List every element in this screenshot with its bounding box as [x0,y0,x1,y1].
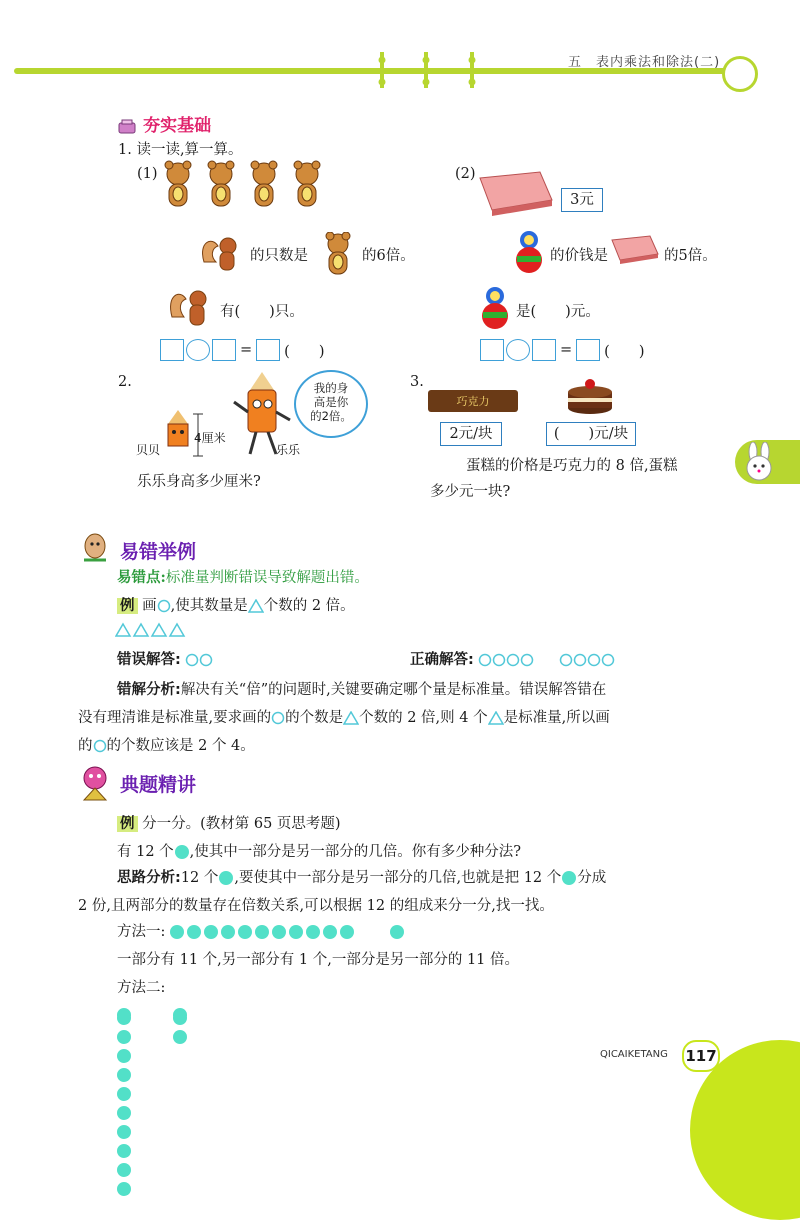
bunny-icon [739,442,779,482]
section-title: 夯实基础 [143,116,212,136]
q2-num: 2. [118,374,132,390]
q1-part1-num: (1) [137,166,158,182]
analysis-text: ,要使其中一部分是另一部分的几倍,也就是把 12 个 [234,870,562,886]
q1p2-text-b: 的5倍。 [664,248,717,264]
name-lele: 乐乐 [276,443,301,457]
q1p2-answer-line: 是( )元。 [516,304,600,320]
example-question [117,840,521,861]
q1-part2-num: (2) [455,166,476,182]
unit-blank: ( ) [284,343,325,360]
analysis-text: 12 个 [180,870,219,886]
bears-icon [158,160,338,220]
idea-analysis-line2: 2 份,且两部分的数量存在倍数关系,可以根据 12 的组成来分一分,找一找。 [78,898,554,914]
chocolate-label: 巧克力 [456,395,490,408]
blank-square[interactable] [160,339,184,361]
q1p1-equation [160,339,324,361]
example-text: 分一分。(教材第 65 页思考题) [142,816,341,832]
speech-bubble [294,370,368,438]
error-point [117,566,369,587]
example-label: 例 [117,816,138,832]
question-1-label: 1. 读一读,算一算。 [118,142,243,158]
dot-group-2 [173,1008,187,1022]
analysis-line2 [78,706,728,727]
side-tab [735,440,800,484]
analysis-text: 分成 [577,870,607,886]
analysis-line3 [78,734,255,755]
right-answer-label: 正确解答: [410,652,474,668]
triangle-icon [343,711,359,725]
page-number: 117 [682,1040,720,1072]
error-point-label: 易错点: [117,569,166,586]
example-text: ,使其数量是 [170,598,248,614]
method-2-dots [117,1004,190,1023]
cake-price: ( )元/块 [546,422,636,446]
example-text: 个数的 2 倍。 [263,598,355,614]
blank-circle[interactable] [506,339,530,361]
analysis-label: 错解分析: [117,682,181,698]
method-label: 方法一: [117,924,166,940]
analysis-text: 是标准量,所以画 [503,710,610,726]
name-beibei: 贝贝 [136,443,161,457]
question-text: 有 12 个 [117,844,174,860]
example-row [117,812,341,833]
blank-square[interactable] [212,339,236,361]
blank-circle[interactable] [186,339,210,361]
blank-square[interactable] [532,339,556,361]
book-price: 3元 [561,188,603,212]
blank-square[interactable] [256,339,280,361]
bubble-text: 我的身高是你的2倍。 [310,381,352,423]
triangle-icon [248,599,264,613]
cake-icon [564,376,616,416]
header-pin [422,52,430,88]
error-point-text: 标准量判断错误导致解题出错。 [165,570,369,586]
book-icon [610,234,660,266]
right-answer [410,648,625,669]
blank-square[interactable] [576,339,600,361]
tumbler-toy-icon [480,284,510,330]
circles-icon [478,653,544,667]
example-text: 画 [142,598,157,614]
circle-icon [93,739,107,753]
footer-brand: QICAIKETANG [600,1049,668,1060]
method-1-desc: 一部分有 11 个,另一部分有 1 个,一部分是另一部分的 11 倍。 [117,952,519,968]
header-pin [468,52,476,88]
q1p2-equation [480,339,644,361]
circle-icon [157,599,171,613]
section-title: 易错举例 [120,541,197,563]
dot-group-10 [117,1008,131,1022]
circles-icon [559,653,625,667]
idea-analysis-line1 [117,866,606,887]
chocolate-bar-icon [428,390,518,412]
mascot-icon [78,530,112,564]
tumbler-toy-icon [514,228,544,274]
pencil-box-icon [118,119,138,135]
method-1 [117,920,407,941]
squirrel-icon [166,285,216,331]
q3-num: 3. [410,374,424,390]
squirrel-icon [198,232,246,276]
q2-question: 乐乐身高多少厘米? [137,474,261,490]
analysis-text: 个数的 2 倍,则 4 个 [359,710,488,726]
circles-icon [185,653,221,667]
dot-icon [218,870,234,886]
unit-blank: ( ) [604,343,645,360]
q1p1-answer-line: 有( )只。 [220,304,304,320]
pencil-character-icon [160,410,196,456]
section-title: 典题精讲 [120,774,197,796]
example-label: 例 [117,598,138,614]
blank-square[interactable] [480,339,504,361]
equals-sign: = [560,342,573,358]
triangles-icon [115,622,187,638]
q1p2-text-a: 的价钱是 [550,248,608,264]
circle-icon [271,711,285,725]
section-basic [118,111,211,136]
height-label: 4厘米 [194,431,226,445]
header-pin [378,52,386,88]
mascot-icon [78,764,112,802]
chocolate-price: 2元/块 [440,422,502,446]
dot-icon [174,844,190,860]
wrong-answer-label: 错误解答: [117,652,181,668]
bear-icon [318,232,358,276]
dot-group-11 [170,924,357,940]
analysis-line1 [117,678,727,699]
question-text: ,使其中一部分是另一部分的几倍。你有多少种分法? [189,844,522,860]
triangle-icon [488,711,504,725]
q3-question-line1: 蛋糕的价格是巧克力的 8 倍,蛋糕 [466,458,678,474]
book-icon [478,170,554,216]
header-badge [722,56,758,92]
q1p1-text-a: 的只数是 [250,248,308,264]
analysis-text: 没有理清谁是标准量,要求画的 [78,710,272,726]
example-row [117,594,355,615]
analysis-text: 的 [78,738,93,754]
q1p1-text-b: 的6倍。 [362,248,415,264]
dot-group-1 [390,924,407,940]
analysis-text: 的个数应该是 2 个 4。 [106,738,255,754]
analysis-text: 解决有关“倍”的问题时,关键要确定哪个量是标准量。错误解答错在 [180,682,607,698]
chapter-title: 五 表内乘法和除法(二) [568,55,721,70]
dot-icon [561,870,577,886]
q3-question-line2: 多少元一块? [430,484,511,500]
equals-sign: = [240,342,253,358]
wrong-answer [117,648,221,669]
analysis-label: 思路分析: [117,870,181,886]
method-2-label: 方法二: [117,980,166,996]
analysis-text: 的个数是 [285,710,344,726]
